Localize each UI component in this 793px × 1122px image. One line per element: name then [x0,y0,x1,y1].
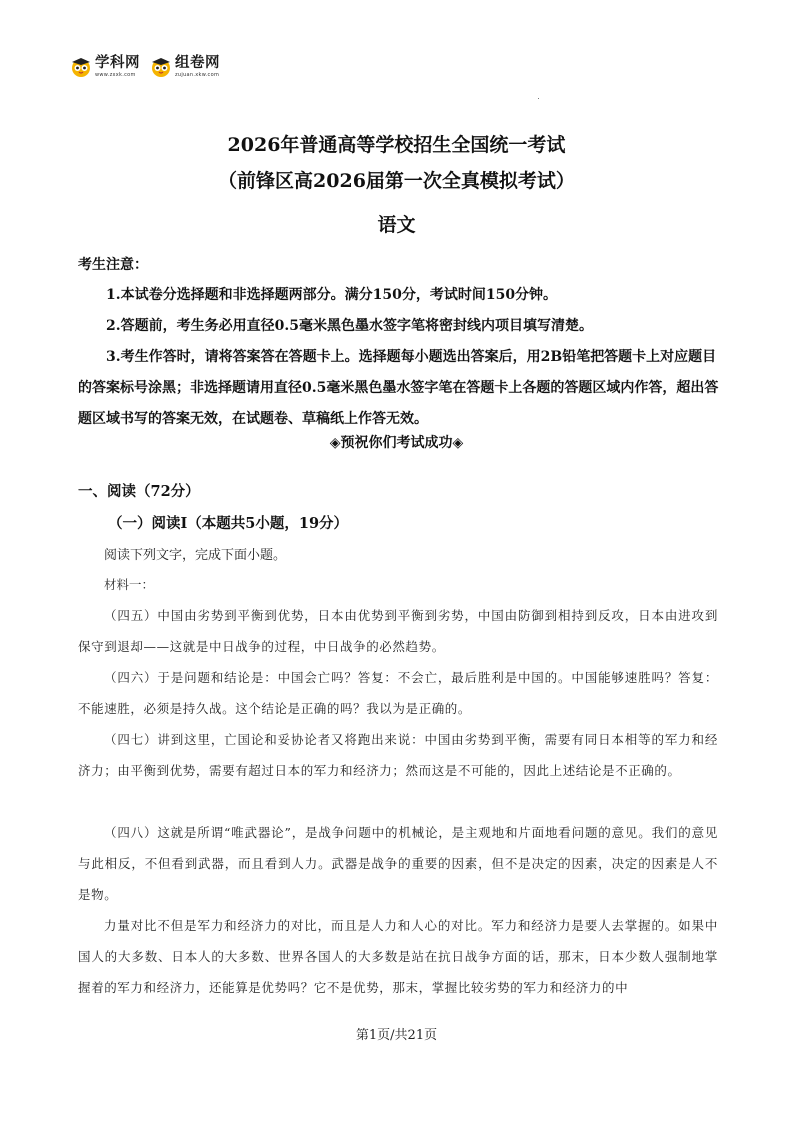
page-number: 第1页/共21页 [355,1028,438,1043]
exam-title: 2026年普通高等学校招生全国统一考试 [227,134,566,156]
header-logos [70,56,220,78]
logo-name: 学科网 [95,55,140,71]
notice-heading: 考生注意： [78,257,148,273]
decorative-dot [538,98,539,99]
material-label: 材料一： [104,577,155,592]
notice-item-2: 2.答题前，考生务必用直径0.5毫米黑色墨水签字笔将密封线内项目填写清楚。 [106,318,593,334]
subsection-heading: （一）阅读Ⅰ（本题共5小题，19分） [108,515,349,532]
passage-paragraph: 力量对比不但是军力和经济力的对比，而且是人力和人心的对比。军力和经济力是要人去掌握的。如果中国人的大多数、日本人的大多数、世界各国人的大多数是站在抗日战争方面的话，那末，日本少数人强制地掌握着的军力和经济力，还能算是优势吗？它不是优势，那末，掌握比较劣势的军力和经济力的中 [78,918,718,995]
owl-mascot-icon [150,56,172,78]
reading-instruction: 阅读下列文字，完成下面小题。 [104,548,287,563]
passage-paragraph: （四六）于是问题和结论是：中国会亡吗？答复：不会亡，最后胜利是中国的。中国能够速胜吗？答复：不能速胜，必须是持久战。这个结论是正确的吗？我以为是正确的。 [78,670,718,716]
logo-name: 组卷网 [175,55,220,71]
notice-item-1: 1.本试卷分选择题和非选择题两部分。满分150分，考试时间150分钟。 [106,287,558,303]
logo-url: zujuan.xkw.com [175,71,220,78]
passage-paragraph: （四七）讲到这里，亡国论和妥协论者又将跑出来说：中国由劣势到平衡，需要有同日本相等的军力和经济力；由平衡到优势，需要有超过日本的军力和经济力；然而这是不可能的，因此上述结论是不正确的。 [78,732,718,778]
passage-paragraph: （四五）中国由劣势到平衡到优势，日本由优势到平衡到劣势，中国由防御到相持到反攻，日本由进攻到保守到退却——这就是中日战争的过程，中日战争的必然趋势。 [78,608,718,654]
owl-mascot-icon [70,56,92,78]
logo-xuekewang[interactable] [70,56,140,78]
exam-subtitle: （前锋区高2026届第一次全真模拟考试） [218,170,575,192]
passage-paragraph: （四八）这就是所谓“唯武器论”，是战争问题中的机械论，是主观地和片面地看问题的意见。我们的意见与此相反，不但看到武器，而且看到人力。武器是战争的重要的因素，但不是决定的因素，决定的因素是人不是物。 [78,825,718,902]
logo-zujuanwang[interactable] [150,56,220,78]
subject-title: 语文 [377,214,416,236]
section-heading: 一、阅读（72分） [78,483,200,500]
good-luck-line: ◈预祝你们考试成功◈ [329,435,464,451]
logo-url: www.zxxk.com [95,71,136,78]
notice-item-3: 3.考生作答时，请将答案答在答题卡上。选择题每小题选出答案后，用2B铅笔把答题卡上对应题目的答案标号涂黑；非选择题请用直径0.5毫米黑色墨水签字笔在答题卡上各题的答题区域内作答，超出答题区域书写的答案无效，在试题卷、草稿纸上作答无效。 [78,349,719,427]
